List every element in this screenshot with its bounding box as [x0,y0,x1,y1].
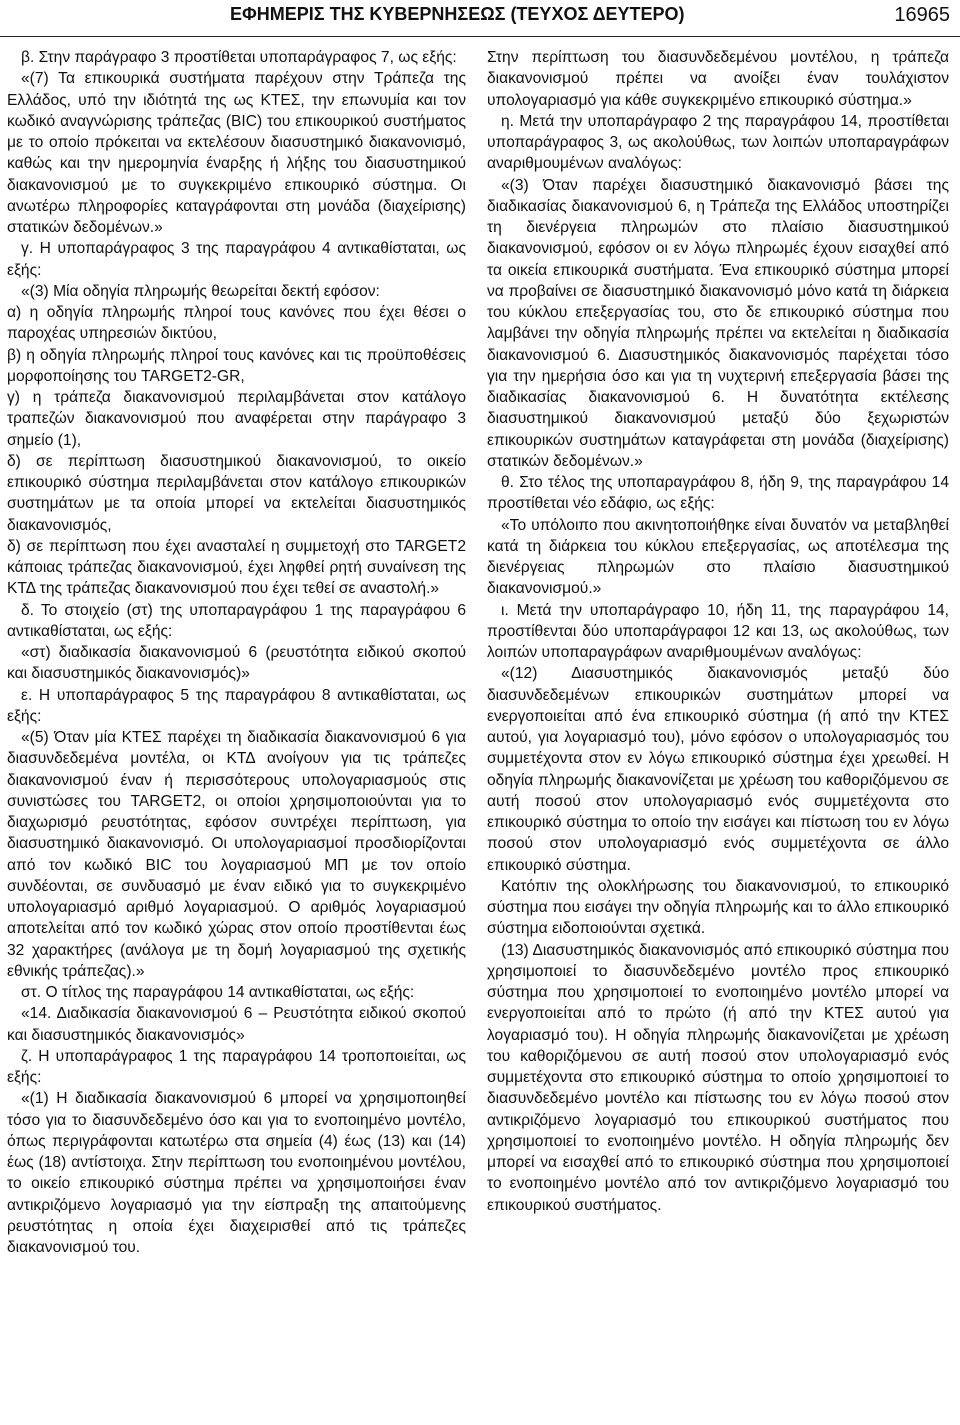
paragraph: «(7) Τα επικουρικά συστήματα παρέχουν στην Τράπεζα της Ελλάδος, υπό την ιδιότητά της ως ΚΤΕΣ, την επωνυμία και τον κωδικό αναγνώρισης τράπεζας (BIC) του επικουρικού συστήματος με το οποίο πρόκειται να εκτελέσουν διασυστημικό διακανονισμό, καθώς και την ημερομηνία έναρξης ή λήξης του διασυστημικού διακανονισμού με το συγκεκριμένο επικουρικό σύστημα. Οι ανωτέρω πληροφορίες καταγράφονται στη μονάδα (διαχείρισης) στατικών δεδομένων.» [7,70,466,236]
paragraph: (13) Διασυστημικός διακανονισμός από επικουρικό σύστημα που χρησιμοποιεί το διασυνδεδεμένο μοντέλο προς επικουρικό σύστημα που χρησιμοποιεί το ενοποιημένο μοντέλο μπορεί να ενεργοποιείται από το πρώτο (ή από την ΚΤΕΣ αυτού για λογαριασμό του). Η οδηγία πληρωμής διακανονίζεται με χρέωση του καθοριζόμενου σε αυτή ποσού στον υπολογαριασμό ενός συμμετέχοντα στο επικουρικό σύστημα το οποίο χρησιμοποιεί το διασυνδεδεμένο μοντέλο και πίστωσης του εν λόγω ποσού στον αντικριζόμενο λογαριασμό του επικουρικού συστήματος που χρησιμοποιεί το ενοποιημένο μοντέλο. Η οδηγία πληρωμής δεν μπορεί να εισαχθεί από το επικουρικό σύστημα που χρησιμοποιεί το ενοποιημένο μοντέλο από τον αντικριζόμενο λογαριασμό του επικουρικού συστήματος. [487,941,949,1214]
gazette-title: ΕΦΗΜΕΡΙΣ ΤΗΣ ΚΥΒΕΡΝΗΣΕΩΣ (ΤΕΥΧΟΣ ΔΕΥΤΕΡΟ) [230,4,685,24]
paragraph: Κατόπιν της ολοκλήρωσης του διακανονισμού, το επικουρικό σύστημα που εισάγει την οδηγία πληρωμής και το άλλο επικουρικό σύστημα ειδοποιούνται σχετικά. [487,877,949,938]
paragraph: δ) σε περίπτωση που έχει ανασταλεί η συμμετοχή στο TARGET2 κάποιας τράπεζας διακανονισμού, έχει ληφθεί ρητή συναίνεση της ΚΤΔ της τράπεζας διακανονισμού που έχει τεθεί σε αναστολή.» [7,537,466,598]
paragraph: «στ) διαδικασία διακανονισμού 6 (ρευστότητα ειδικού σκοπού και διασυστημικός διακανονισμός)» [7,644,466,683]
paragraph: «Το υπόλοιπο που ακινητοποιήθηκε είναι δυνατόν να μεταβληθεί κατά τη διάρκεια του κύκλου επεξεργασίας, ως αποτέλεσμα της διενέργειας πληρωμών στο πλαίσιο διασυστημικού διακανονισμού.» [487,516,949,598]
paragraph: «(1) Η διαδικασία διακανονισμού 6 μπορεί να χρησιμοποιηθεί τόσο για το διασυνδεδεμένο όσο και για το ενοποιημένο μοντέλο, όπως περιγράφονται κατωτέρω στα σημεία (4) έως (13) και (14) έως (18) αντίστοιχα. Στην περίπτωση του ενοποιημένου μοντέλου, το οικείο επικουρικό σύστημα πρέπει να χρησιμοποιήσει έναν αντικριζόμενο λογαριασμό για την είσπραξη της απαιτούμενης ρευστότητας η οποία έχει διαχειρισθεί από τις τράπεζες διακανονισμού του. [7,1090,466,1256]
paragraph: η. Μετά την υποπαράγραφο 2 της παραγράφου 14, προστίθεται υποπαράγραφος 3, ως ακολούθως, των λοιπών υποπαραγράφων αναριθμουμένων αναλόγως: [487,112,949,173]
paragraph: Στην περίπτωση του διασυνδεδεμένου μοντέλου, η τράπεζα διακανονισμού πρέπει να ανοίξει έναν τουλάχιστον υπολογαριασμό για κάθε συγκεκριμένο επικουρικό σύστημα.» [487,49,949,109]
right-column [487,47,949,1422]
paragraph: ε. Η υποπαράγραφος 5 της παραγράφου 8 αντικαθίσταται, ως εξής: [7,686,466,725]
paragraph: α) η οδηγία πληρωμής πληροί τους κανόνες που έχει θέσει ο παροχέας υπηρεσιών δικτύου, [7,304,466,343]
paragraph: «(5) Όταν μία ΚΤΕΣ παρέχει τη διαδικασία διακανονισμού 6 για διασυνδεδεμένα μοντέλα, οι ΚΤΔ ανοίγουν για τις τράπεζες διακανονισμού έναν ή περισσότερους υπολογαριασμούς στις συνιστώσες του TARGET2, οι οποίοι χρησιμοποιούνται για το διαχωρισμό ρευστότητας, εφόσον συντρέχει περίπτωση, για διασυστημικό διακανονισμό. Οι υπολογαριασμοί προσδιορίζονται από τον κωδικό BIC του λογαριασμού ΜΠ με τον οποίο συνδέονται, σε συνδυασμό με έναν ειδικό για το συγκεκριμένο υπολογαριασμό αριθμό λογαριασμού. Ο αριθμός λογαριασμού αποτελείται από τον κωδικό χώρας στον οποίο προστίθενται έως 32 χαρακτήρες (ανάλογα με τη δομή λογαριασμού της σχετικής εθνικής τράπεζας).» [7,729,466,980]
paragraph: «(3) Μία οδηγία πληρωμής θεωρείται δεκτή εφόσον: [21,282,380,300]
paragraph: δ) σε περίπτωση διασυστημικού διακανονισμού, το οικείο επικουρικό σύστημα περιλαμβάνεται στον κατάλογο επικουρικών συστημάτων με τα οποία μπορεί να εκτελείται διασυστημικός διακανονισμός, [7,452,466,534]
page-header [0,0,960,36]
paragraph: «(3) Όταν παρέχει διασυστημικό διακανονισμό βάσει της διαδικασίας διακανονισμού 6, η Τράπεζα της Ελλάδος υποστηρίζει τη διενέργεια πληρωμών στο πλαίσιο διασυστημικού διακανονισμού, εφόσον οι εν λόγω πληρωμές έχουν εισαχθεί από τα οικεία επικουρικά συστήματα. Ένα επικουρικό σύστημα μπορεί να προβαίνει σε διασυστημικό διακανονισμό μόνο κατά τη διάρκεια του κύκλου επεξεργασίας του, στο δε επικουρικό σύστημα που λαμβάνει την οδηγία πληρωμής πρέπει να εκτελείται η διαδικασία διακανονισμού 6. Διασυστημικός διακανονισμός παρέχεται τόσο για την ημερήσια όσο και για τη νυχτερινή επεξεργασία βάσει της διαδικασίας διακανονισμού 6. Η δυνατότητα εκτέλεσης διασυστημικού διακανονισμού μεταξύ δύο ξεχωριστών επικουρικών συστημάτων καταγράφεται στη μονάδα (διαχείρισης) στατικών δεδομένων.» [487,176,949,470]
header-divider [0,36,960,37]
paragraph: θ. Στο τέλος της υποπαραγράφου 8, ήδη 9, της παραγράφου 14 προστίθεται νέο εδάφιο, ως εξής: [487,474,949,513]
paragraph: στ. Ο τίτλος της παραγράφου 14 αντικαθίσταται, ως εξής: [21,984,415,1001]
paragraph: ζ. Η υποπαράγραφος 1 της παραγράφου 14 τροποποιείται, ως εξής: [7,1047,466,1086]
paragraph: γ. Η υποπαράγραφος 3 της παραγράφου 4 αντικαθίσταται, ως εξής: [7,240,466,279]
paragraph: β) η οδηγία πληρωμής πληροί τους κανόνες και τις προϋποθέσεις μορφοποίησης του TARGET2-GR, [7,346,466,385]
page-number: 16965 [894,4,950,26]
paragraph: δ. Το στοιχείο (στ) της υποπαραγράφου 1 της παραγράφου 6 αντικαθίσταται, ως εξής: [7,601,466,640]
paragraph: β. Στην παράγραφο 3 προστίθεται υποπαράγραφος 7, ως εξής: [21,49,457,66]
paragraph: «(12) Διασυστημικός διακανονισμός μεταξύ δύο διασυνδεδεμένων επικουρικών συστημάτων μπορεί να ενεργοποιείται από ένα επικουρικό σύστημα (ή από την ΚΤΕΣ αυτού, για λογαριασμό του), μόνο εφόσον ο υπολογαριασμός του συμμετέχοντα στον εν λόγω επικουρικό σύστημα έχει χρεωθεί. Η οδηγία πληρωμής διακανονίζεται με χρέωση του καθοριζόμενου σε αυτή ποσού στον υπολογαριασμό ενός συμμετέχοντα στο επικουρικό σύστημα το οποίο την εισάγει και πίστωση του εν λόγω ποσού στον υπολογαριασμό ενός συμμετέχοντα σε άλλο επικουρικό σύστημα. [487,665,949,874]
left-column [7,47,466,1422]
paragraph: «14. Διαδικασία διακανονισμού 6 – Ρευστότητα ειδικού σκοπού και διασυστημικός διακανονισμός» [7,1005,466,1044]
paragraph: ι. Μετά την υποπαράγραφο 10, ήδη 11, της παραγράφου 14, προστίθενται δύο υποπαράγραφοι 12 και 13, ως ακολούθως, των λοιπών υποπαραγράφων αναριθμουμένων αναλόγως: [487,601,949,661]
paragraph: γ) η τράπεζα διακανονισμού περιλαμβάνεται στον κατάλογο τραπεζών διακανονισμού που αναφέρεται στην παράγραφο 3 σημείο (1), [7,389,466,449]
